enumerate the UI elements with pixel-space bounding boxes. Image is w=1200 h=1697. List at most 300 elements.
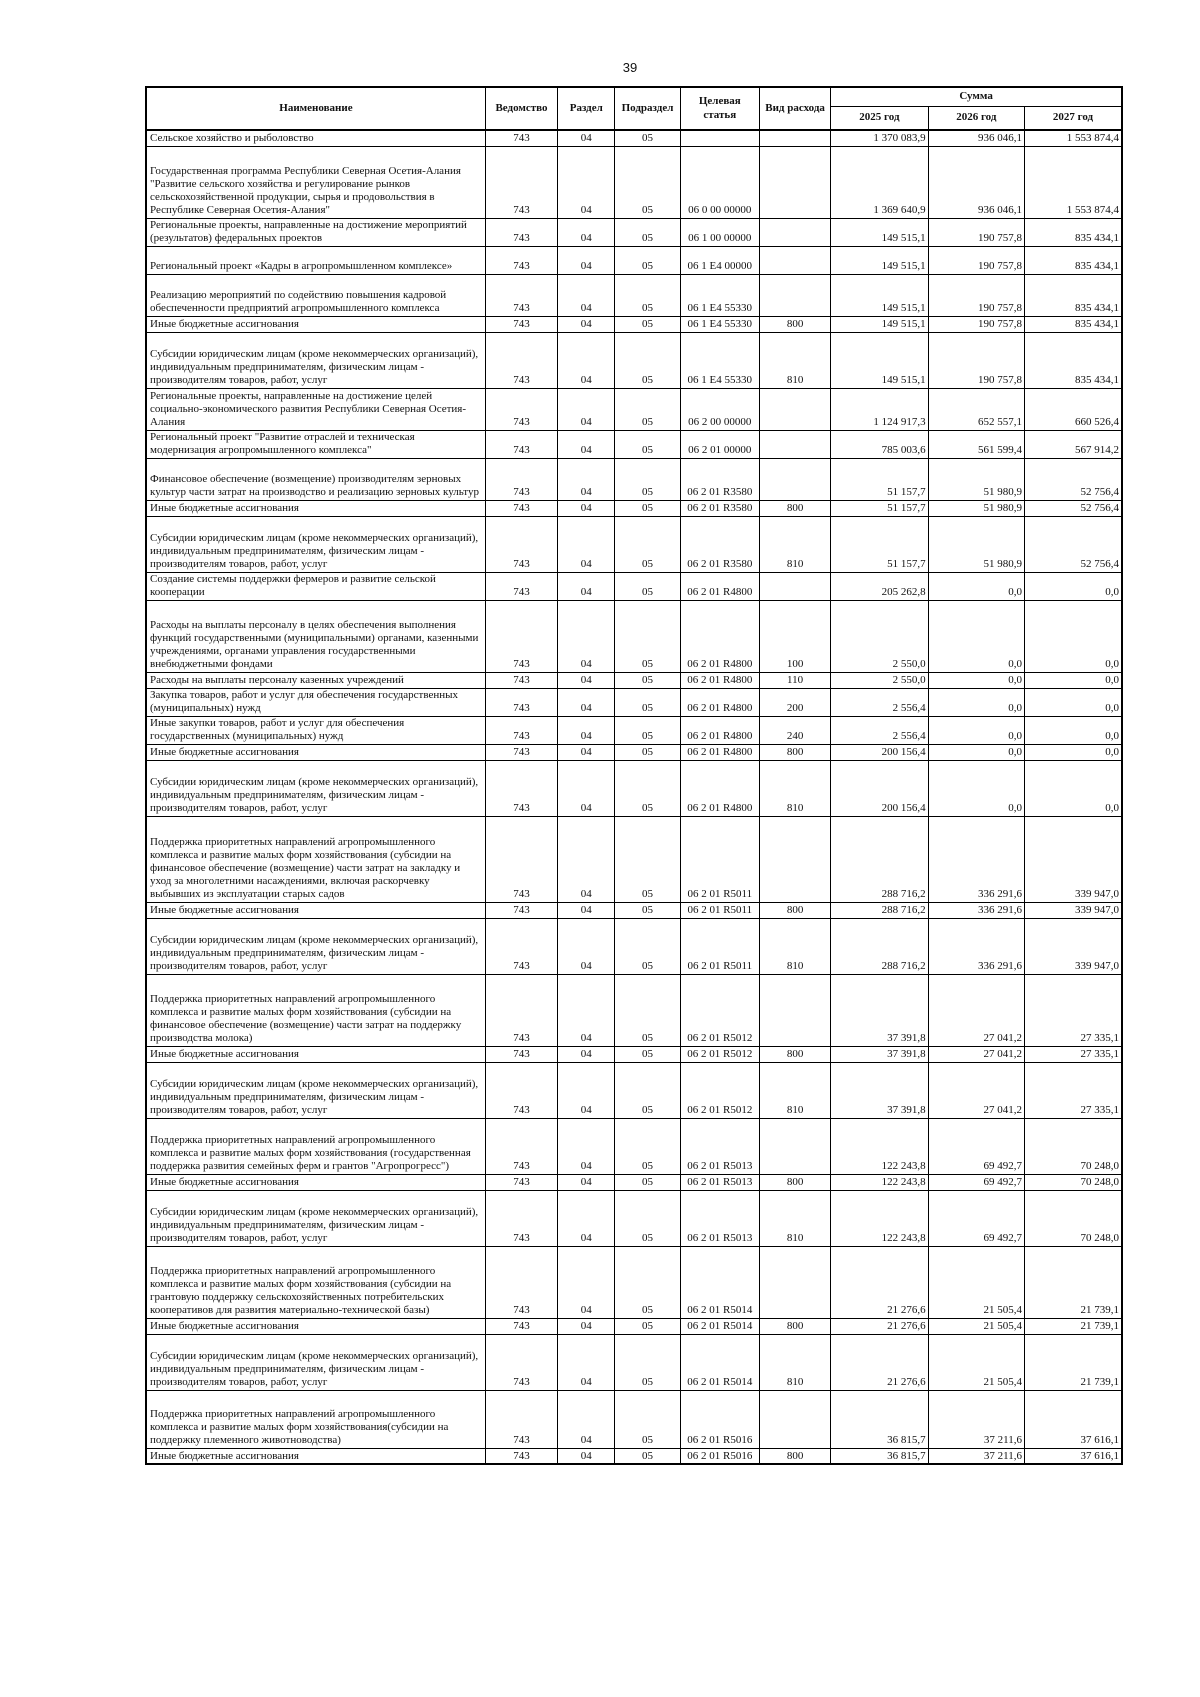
row-target: 06 2 01 R5016 bbox=[680, 1390, 759, 1448]
row-podrazdel: 05 bbox=[615, 716, 680, 744]
row-vid: 800 bbox=[759, 1448, 830, 1464]
row-sum-2025: 1 369 640,9 bbox=[831, 146, 928, 218]
row-vedomstvo: 743 bbox=[485, 572, 557, 600]
row-sum-2026: 936 046,1 bbox=[928, 146, 1024, 218]
row-razdel: 04 bbox=[558, 716, 615, 744]
table-row bbox=[146, 974, 1122, 1046]
row-sum-2026: 336 291,6 bbox=[928, 902, 1024, 918]
row-name: Субсидии юридическим лицам (кроме некоммерческих организаций), индивидуальным предпринимателям, физическим лицам - производителям товаров, работ, услуг bbox=[146, 1190, 485, 1246]
row-target: 06 2 01 R5016 bbox=[680, 1448, 759, 1464]
row-name: Субсидии юридическим лицам (кроме некоммерческих организаций), индивидуальным предпринимателям, физическим лицам - производителям товаров, работ, услуг bbox=[146, 332, 485, 388]
row-sum-2026: 936 046,1 bbox=[928, 130, 1024, 146]
row-sum-2026: 37 211,6 bbox=[928, 1390, 1024, 1448]
row-vid: 810 bbox=[759, 1190, 830, 1246]
row-podrazdel: 05 bbox=[615, 672, 680, 688]
row-vid: 800 bbox=[759, 1318, 830, 1334]
row-podrazdel: 05 bbox=[615, 500, 680, 516]
row-target: 06 1 Е4 00000 bbox=[680, 246, 759, 274]
row-sum-2027: 0,0 bbox=[1025, 744, 1123, 760]
row-vedomstvo: 743 bbox=[485, 218, 557, 246]
row-razdel: 04 bbox=[558, 816, 615, 902]
row-vedomstvo: 743 bbox=[485, 672, 557, 688]
row-podrazdel: 05 bbox=[615, 516, 680, 572]
row-target: 06 2 01 R4800 bbox=[680, 572, 759, 600]
row-name: Региональные проекты, направленные на достижение мероприятий (результатов) федеральных проектов bbox=[146, 218, 485, 246]
row-razdel: 04 bbox=[558, 1318, 615, 1334]
row-sum-2027: 1 553 874,4 bbox=[1025, 130, 1123, 146]
row-sum-2026: 27 041,2 bbox=[928, 1046, 1024, 1062]
row-podrazdel: 05 bbox=[615, 218, 680, 246]
row-vid: 800 bbox=[759, 1174, 830, 1190]
row-sum-2025: 2 550,0 bbox=[831, 672, 928, 688]
table-row bbox=[146, 572, 1122, 600]
row-name: Субсидии юридическим лицам (кроме некоммерческих организаций), индивидуальным предпринимателям, физическим лицам - производителям товаров, работ, услуг bbox=[146, 516, 485, 572]
row-target: 06 1 00 00000 bbox=[680, 218, 759, 246]
row-vid: 800 bbox=[759, 500, 830, 516]
row-razdel: 04 bbox=[558, 672, 615, 688]
row-sum-2025: 1 370 083,9 bbox=[831, 130, 928, 146]
row-sum-2026: 190 757,8 bbox=[928, 316, 1024, 332]
row-sum-2027: 52 756,4 bbox=[1025, 500, 1123, 516]
table-row bbox=[146, 1174, 1122, 1190]
row-sum-2027: 70 248,0 bbox=[1025, 1118, 1123, 1174]
row-target bbox=[680, 130, 759, 146]
row-name: Региональные проекты, направленные на достижение целей социально-экономического развития Республики Северная Осетия-Алания bbox=[146, 388, 485, 430]
row-sum-2025: 37 391,8 bbox=[831, 1046, 928, 1062]
row-sum-2026: 561 599,4 bbox=[928, 430, 1024, 458]
row-target: 06 2 01 R5012 bbox=[680, 974, 759, 1046]
row-name: Финансовое обеспечение (возмещение) производителям зерновых культур части затрат на производство и реализацию зерновых культур bbox=[146, 458, 485, 500]
row-sum-2026: 0,0 bbox=[928, 572, 1024, 600]
table-row bbox=[146, 816, 1122, 902]
row-sum-2025: 200 156,4 bbox=[831, 760, 928, 816]
header-2025: 2025 год bbox=[831, 107, 928, 131]
table-row bbox=[146, 500, 1122, 516]
header-razdel: Раздел bbox=[558, 87, 615, 130]
row-razdel: 04 bbox=[558, 600, 615, 672]
row-vedomstvo: 743 bbox=[485, 246, 557, 274]
row-name: Закупка товаров, работ и услуг для обеспечения государственных (муниципальных) нужд bbox=[146, 688, 485, 716]
row-sum-2027: 27 335,1 bbox=[1025, 1062, 1123, 1118]
row-target: 06 2 01 R5014 bbox=[680, 1246, 759, 1318]
row-sum-2027: 52 756,4 bbox=[1025, 516, 1123, 572]
row-target: 06 2 01 R3580 bbox=[680, 516, 759, 572]
row-podrazdel: 05 bbox=[615, 146, 680, 218]
table-row bbox=[146, 516, 1122, 572]
row-vedomstvo: 743 bbox=[485, 1318, 557, 1334]
table-row bbox=[146, 672, 1122, 688]
row-sum-2027: 21 739,1 bbox=[1025, 1334, 1123, 1390]
row-podrazdel: 05 bbox=[615, 1318, 680, 1334]
row-sum-2026: 51 980,9 bbox=[928, 458, 1024, 500]
row-sum-2025: 200 156,4 bbox=[831, 744, 928, 760]
row-podrazdel: 05 bbox=[615, 1334, 680, 1390]
table-row bbox=[146, 716, 1122, 744]
table-row bbox=[146, 688, 1122, 716]
row-sum-2025: 288 716,2 bbox=[831, 918, 928, 974]
budget-table bbox=[145, 86, 1123, 1465]
row-vedomstvo: 743 bbox=[485, 1390, 557, 1448]
row-sum-2027: 0,0 bbox=[1025, 572, 1123, 600]
row-sum-2025: 785 003,6 bbox=[831, 430, 928, 458]
row-sum-2025: 288 716,2 bbox=[831, 816, 928, 902]
row-target: 06 2 00 00000 bbox=[680, 388, 759, 430]
row-sum-2025: 149 515,1 bbox=[831, 332, 928, 388]
row-name: Сельское хозяйство и рыболовство bbox=[146, 130, 485, 146]
table-row bbox=[146, 130, 1122, 146]
row-podrazdel: 05 bbox=[615, 572, 680, 600]
row-sum-2027: 835 434,1 bbox=[1025, 274, 1123, 316]
row-razdel: 04 bbox=[558, 744, 615, 760]
row-sum-2025: 149 515,1 bbox=[831, 218, 928, 246]
row-name: Региональный проект "Развитие отраслей и техническая модернизация агропромышленного комплекса" bbox=[146, 430, 485, 458]
row-vedomstvo: 743 bbox=[485, 816, 557, 902]
table-row bbox=[146, 1046, 1122, 1062]
row-sum-2027: 0,0 bbox=[1025, 688, 1123, 716]
row-razdel: 04 bbox=[558, 688, 615, 716]
row-sum-2026: 69 492,7 bbox=[928, 1174, 1024, 1190]
row-sum-2026: 37 211,6 bbox=[928, 1448, 1024, 1464]
row-razdel: 04 bbox=[558, 902, 615, 918]
row-sum-2027: 339 947,0 bbox=[1025, 816, 1123, 902]
row-vid bbox=[759, 572, 830, 600]
row-vedomstvo: 743 bbox=[485, 1174, 557, 1190]
row-target: 06 2 01 R4800 bbox=[680, 672, 759, 688]
row-podrazdel: 05 bbox=[615, 332, 680, 388]
row-vid: 800 bbox=[759, 902, 830, 918]
row-podrazdel: 05 bbox=[615, 1390, 680, 1448]
row-vid: 810 bbox=[759, 1334, 830, 1390]
row-vid bbox=[759, 130, 830, 146]
row-razdel: 04 bbox=[558, 332, 615, 388]
row-vid: 810 bbox=[759, 516, 830, 572]
row-podrazdel: 05 bbox=[615, 918, 680, 974]
table-row bbox=[146, 458, 1122, 500]
row-razdel: 04 bbox=[558, 430, 615, 458]
row-name: Иные бюджетные ассигнования bbox=[146, 1318, 485, 1334]
row-target: 06 2 01 R5013 bbox=[680, 1190, 759, 1246]
row-sum-2026: 190 757,8 bbox=[928, 246, 1024, 274]
row-sum-2025: 2 556,4 bbox=[831, 688, 928, 716]
row-vid bbox=[759, 218, 830, 246]
row-vid: 800 bbox=[759, 744, 830, 760]
row-sum-2026: 69 492,7 bbox=[928, 1118, 1024, 1174]
row-vid: 800 bbox=[759, 316, 830, 332]
row-podrazdel: 05 bbox=[615, 744, 680, 760]
row-sum-2025: 122 243,8 bbox=[831, 1190, 928, 1246]
header-2026: 2026 год bbox=[928, 107, 1024, 131]
row-target: 06 2 01 R5014 bbox=[680, 1334, 759, 1390]
row-podrazdel: 05 bbox=[615, 316, 680, 332]
row-name: Иные бюджетные ассигнования bbox=[146, 744, 485, 760]
table-row bbox=[146, 1334, 1122, 1390]
row-sum-2026: 652 557,1 bbox=[928, 388, 1024, 430]
row-podrazdel: 05 bbox=[615, 760, 680, 816]
row-razdel: 04 bbox=[558, 1174, 615, 1190]
row-name: Иные бюджетные ассигнования bbox=[146, 500, 485, 516]
row-vedomstvo: 743 bbox=[485, 500, 557, 516]
row-target: 06 2 01 R3580 bbox=[680, 500, 759, 516]
row-podrazdel: 05 bbox=[615, 1190, 680, 1246]
row-vid: 810 bbox=[759, 760, 830, 816]
row-razdel: 04 bbox=[558, 974, 615, 1046]
table-row bbox=[146, 1062, 1122, 1118]
header-vid: Вид расхода bbox=[759, 87, 830, 130]
table-row bbox=[146, 1246, 1122, 1318]
row-razdel: 04 bbox=[558, 918, 615, 974]
row-sum-2025: 21 276,6 bbox=[831, 1318, 928, 1334]
table-row bbox=[146, 388, 1122, 430]
row-name: Поддержка приоритетных направлений агропромышленного комплекса и развитие малых форм хозяйствования (субсидии на грантовую поддержку сельскохозяйственных потребительских кооперативов для развития материально-технической базы) bbox=[146, 1246, 485, 1318]
row-name: Поддержка приоритетных направлений агропромышленного комплекса и развитие малых форм хозяйствования(субсидии на поддержку племенного животноводства) bbox=[146, 1390, 485, 1448]
row-sum-2025: 2 550,0 bbox=[831, 600, 928, 672]
row-sum-2027: 21 739,1 bbox=[1025, 1246, 1123, 1318]
row-vid: 200 bbox=[759, 688, 830, 716]
row-vedomstvo: 743 bbox=[485, 1334, 557, 1390]
row-vid bbox=[759, 458, 830, 500]
row-target: 06 2 01 R4800 bbox=[680, 760, 759, 816]
row-vedomstvo: 743 bbox=[485, 1448, 557, 1464]
row-sum-2027: 835 434,1 bbox=[1025, 218, 1123, 246]
row-vedomstvo: 743 bbox=[485, 1190, 557, 1246]
row-sum-2025: 122 243,8 bbox=[831, 1118, 928, 1174]
row-vedomstvo: 743 bbox=[485, 146, 557, 218]
row-sum-2026: 0,0 bbox=[928, 688, 1024, 716]
header-name: Наименование bbox=[146, 87, 485, 130]
row-name: Реализацию мероприятий по содействию повышения кадровой обеспеченности предприятий агропромышленного комплекса bbox=[146, 274, 485, 316]
row-sum-2027: 0,0 bbox=[1025, 600, 1123, 672]
row-sum-2026: 21 505,4 bbox=[928, 1246, 1024, 1318]
table-body bbox=[146, 130, 1122, 1464]
row-sum-2026: 190 757,8 bbox=[928, 274, 1024, 316]
row-sum-2025: 205 262,8 bbox=[831, 572, 928, 600]
row-sum-2026: 190 757,8 bbox=[928, 218, 1024, 246]
row-razdel: 04 bbox=[558, 130, 615, 146]
row-sum-2027: 835 434,1 bbox=[1025, 316, 1123, 332]
row-razdel: 04 bbox=[558, 146, 615, 218]
row-target: 06 2 01 00000 bbox=[680, 430, 759, 458]
row-sum-2025: 51 157,7 bbox=[831, 516, 928, 572]
row-vid: 810 bbox=[759, 918, 830, 974]
row-vedomstvo: 743 bbox=[485, 600, 557, 672]
row-vedomstvo: 743 bbox=[485, 316, 557, 332]
row-podrazdel: 05 bbox=[615, 1174, 680, 1190]
row-sum-2026: 21 505,4 bbox=[928, 1334, 1024, 1390]
row-vedomstvo: 743 bbox=[485, 274, 557, 316]
row-sum-2027: 339 947,0 bbox=[1025, 902, 1123, 918]
row-sum-2027: 21 739,1 bbox=[1025, 1318, 1123, 1334]
row-target: 06 1 Е4 55330 bbox=[680, 316, 759, 332]
row-target: 06 2 01 R4800 bbox=[680, 744, 759, 760]
row-razdel: 04 bbox=[558, 316, 615, 332]
row-razdel: 04 bbox=[558, 1190, 615, 1246]
row-sum-2026: 190 757,8 bbox=[928, 332, 1024, 388]
table-row bbox=[146, 332, 1122, 388]
row-podrazdel: 05 bbox=[615, 816, 680, 902]
row-podrazdel: 05 bbox=[615, 688, 680, 716]
row-name: Иные бюджетные ассигнования bbox=[146, 316, 485, 332]
row-vedomstvo: 743 bbox=[485, 430, 557, 458]
row-name: Государственная программа Республики Северная Осетия-Алания "Развитие сельского хозяйства и регулирование рынков сельскохозяйственной продукции, сырья и продовольствия в Республике Северная Осетия-Алания" bbox=[146, 146, 485, 218]
row-name: Иные бюджетные ассигнования bbox=[146, 1046, 485, 1062]
row-vid: 240 bbox=[759, 716, 830, 744]
row-target: 06 2 01 R4800 bbox=[680, 716, 759, 744]
row-name: Иные бюджетные ассигнования bbox=[146, 902, 485, 918]
table-row bbox=[146, 430, 1122, 458]
row-target: 06 2 01 R5013 bbox=[680, 1174, 759, 1190]
table-row bbox=[146, 1390, 1122, 1448]
row-sum-2026: 21 505,4 bbox=[928, 1318, 1024, 1334]
row-sum-2027: 27 335,1 bbox=[1025, 1046, 1123, 1062]
row-name: Субсидии юридическим лицам (кроме некоммерческих организаций), индивидуальным предпринимателям, физическим лицам - производителям товаров, работ, услуг bbox=[146, 918, 485, 974]
row-vedomstvo: 743 bbox=[485, 688, 557, 716]
row-razdel: 04 bbox=[558, 1246, 615, 1318]
row-sum-2025: 21 276,6 bbox=[831, 1246, 928, 1318]
row-vedomstvo: 743 bbox=[485, 918, 557, 974]
row-vid bbox=[759, 1118, 830, 1174]
row-vedomstvo: 743 bbox=[485, 458, 557, 500]
row-vid: 810 bbox=[759, 1062, 830, 1118]
row-sum-2027: 70 248,0 bbox=[1025, 1174, 1123, 1190]
row-razdel: 04 bbox=[558, 516, 615, 572]
row-name: Субсидии юридическим лицам (кроме некоммерческих организаций), индивидуальным предпринимателям, физическим лицам - производителям товаров, работ, услуг bbox=[146, 1062, 485, 1118]
row-name: Расходы на выплаты персоналу казенных учреждений bbox=[146, 672, 485, 688]
row-sum-2026: 0,0 bbox=[928, 744, 1024, 760]
row-vedomstvo: 743 bbox=[485, 760, 557, 816]
row-sum-2025: 37 391,8 bbox=[831, 1062, 928, 1118]
row-name: Иные бюджетные ассигнования bbox=[146, 1448, 485, 1464]
header-summa: Сумма bbox=[831, 87, 1122, 107]
table-row bbox=[146, 1190, 1122, 1246]
row-razdel: 04 bbox=[558, 1448, 615, 1464]
row-sum-2025: 36 815,7 bbox=[831, 1448, 928, 1464]
row-vedomstvo: 743 bbox=[485, 716, 557, 744]
row-sum-2027: 835 434,1 bbox=[1025, 246, 1123, 274]
row-sum-2026: 27 041,2 bbox=[928, 974, 1024, 1046]
row-podrazdel: 05 bbox=[615, 902, 680, 918]
row-target: 06 2 01 R4800 bbox=[680, 600, 759, 672]
header-podrazdel: Подраздел bbox=[615, 87, 680, 130]
row-name: Поддержка приоритетных направлений агропромышленного комплекса и развитие малых форм хозяйствования (субсидии на финансовое обеспечение (возмещение) части затрат на поддержку производства молока) bbox=[146, 974, 485, 1046]
row-target: 06 2 01 R5011 bbox=[680, 902, 759, 918]
table-row bbox=[146, 146, 1122, 218]
row-sum-2026: 336 291,6 bbox=[928, 918, 1024, 974]
row-vedomstvo: 743 bbox=[485, 332, 557, 388]
row-sum-2025: 37 391,8 bbox=[831, 974, 928, 1046]
table-row bbox=[146, 218, 1122, 246]
table-row bbox=[146, 902, 1122, 918]
row-sum-2027: 0,0 bbox=[1025, 672, 1123, 688]
row-sum-2027: 660 526,4 bbox=[1025, 388, 1123, 430]
table-header bbox=[146, 87, 1122, 130]
row-podrazdel: 05 bbox=[615, 246, 680, 274]
row-sum-2026: 51 980,9 bbox=[928, 516, 1024, 572]
row-vid bbox=[759, 974, 830, 1046]
row-sum-2025: 36 815,7 bbox=[831, 1390, 928, 1448]
row-podrazdel: 05 bbox=[615, 1118, 680, 1174]
row-razdel: 04 bbox=[558, 458, 615, 500]
row-name: Иные бюджетные ассигнования bbox=[146, 1174, 485, 1190]
row-podrazdel: 05 bbox=[615, 1062, 680, 1118]
row-name: Поддержка приоритетных направлений агропромышленного комплекса и развитие малых форм хозяйствования (субсидии на финансовое обеспечение (возмещение) части затрат на закладку и уход за многолетними насаждениями, включая раскорчевку выбывших из эксплуатации старых садов bbox=[146, 816, 485, 902]
row-vedomstvo: 743 bbox=[485, 516, 557, 572]
row-sum-2027: 339 947,0 bbox=[1025, 918, 1123, 974]
row-vedomstvo: 743 bbox=[485, 1062, 557, 1118]
row-sum-2026: 0,0 bbox=[928, 760, 1024, 816]
row-name: Поддержка приоритетных направлений агропромышленного комплекса и развитие малых форм хозяйствования (государственная поддержка развития семейных ферм и грантов "Агропрогресс") bbox=[146, 1118, 485, 1174]
row-razdel: 04 bbox=[558, 760, 615, 816]
row-target: 06 2 01 R5011 bbox=[680, 918, 759, 974]
row-podrazdel: 05 bbox=[615, 130, 680, 146]
row-sum-2025: 51 157,7 bbox=[831, 458, 928, 500]
table-row bbox=[146, 600, 1122, 672]
row-sum-2026: 0,0 bbox=[928, 716, 1024, 744]
row-podrazdel: 05 bbox=[615, 1046, 680, 1062]
row-razdel: 04 bbox=[558, 1390, 615, 1448]
row-sum-2027: 37 616,1 bbox=[1025, 1390, 1123, 1448]
row-sum-2025: 149 515,1 bbox=[831, 274, 928, 316]
row-target: 06 2 01 R5012 bbox=[680, 1046, 759, 1062]
row-vedomstvo: 743 bbox=[485, 974, 557, 1046]
row-sum-2027: 567 914,2 bbox=[1025, 430, 1123, 458]
row-target: 06 2 01 R3580 bbox=[680, 458, 759, 500]
row-vid bbox=[759, 430, 830, 458]
row-sum-2025: 149 515,1 bbox=[831, 316, 928, 332]
row-vid bbox=[759, 146, 830, 218]
row-vid bbox=[759, 816, 830, 902]
row-sum-2026: 0,0 bbox=[928, 672, 1024, 688]
row-name: Расходы на выплаты персоналу в целях обеспечения выполнения функций государственными (муниципальными) органами, казенными учреждениями, органами управления государственными внебюджетными фондами bbox=[146, 600, 485, 672]
row-razdel: 04 bbox=[558, 218, 615, 246]
row-target: 06 2 01 R5014 bbox=[680, 1318, 759, 1334]
row-sum-2026: 336 291,6 bbox=[928, 816, 1024, 902]
row-vid bbox=[759, 1390, 830, 1448]
table-row bbox=[146, 316, 1122, 332]
header-vedomstvo: Ведомство bbox=[485, 87, 557, 130]
table-row bbox=[146, 1118, 1122, 1174]
row-vid bbox=[759, 274, 830, 316]
row-podrazdel: 05 bbox=[615, 388, 680, 430]
row-target: 06 2 01 R4800 bbox=[680, 688, 759, 716]
row-razdel: 04 bbox=[558, 500, 615, 516]
row-vid: 810 bbox=[759, 332, 830, 388]
row-sum-2025: 2 556,4 bbox=[831, 716, 928, 744]
row-target: 06 0 00 00000 bbox=[680, 146, 759, 218]
row-vedomstvo: 743 bbox=[485, 902, 557, 918]
row-target: 06 2 01 R5012 bbox=[680, 1062, 759, 1118]
row-vid bbox=[759, 1246, 830, 1318]
table-row bbox=[146, 918, 1122, 974]
row-target: 06 2 01 R5013 bbox=[680, 1118, 759, 1174]
row-name: Субсидии юридическим лицам (кроме некоммерческих организаций), индивидуальным предпринимателям, физическим лицам - производителям товаров, работ, услуг bbox=[146, 1334, 485, 1390]
row-sum-2025: 1 124 917,3 bbox=[831, 388, 928, 430]
row-sum-2026: 27 041,2 bbox=[928, 1062, 1024, 1118]
table-row bbox=[146, 246, 1122, 274]
header-2027: 2027 год bbox=[1025, 107, 1123, 131]
row-razdel: 04 bbox=[558, 1118, 615, 1174]
row-sum-2025: 149 515,1 bbox=[831, 246, 928, 274]
row-name: Субсидии юридическим лицам (кроме некоммерческих организаций), индивидуальным предпринимателям, физическим лицам - производителям товаров, работ, услуг bbox=[146, 760, 485, 816]
row-vedomstvo: 743 bbox=[485, 744, 557, 760]
row-sum-2027: 1 553 874,4 bbox=[1025, 146, 1123, 218]
row-sum-2025: 51 157,7 bbox=[831, 500, 928, 516]
row-vid bbox=[759, 388, 830, 430]
row-razdel: 04 bbox=[558, 1062, 615, 1118]
row-podrazdel: 05 bbox=[615, 458, 680, 500]
row-razdel: 04 bbox=[558, 1046, 615, 1062]
row-target: 06 1 Е4 55330 bbox=[680, 332, 759, 388]
row-vid bbox=[759, 246, 830, 274]
